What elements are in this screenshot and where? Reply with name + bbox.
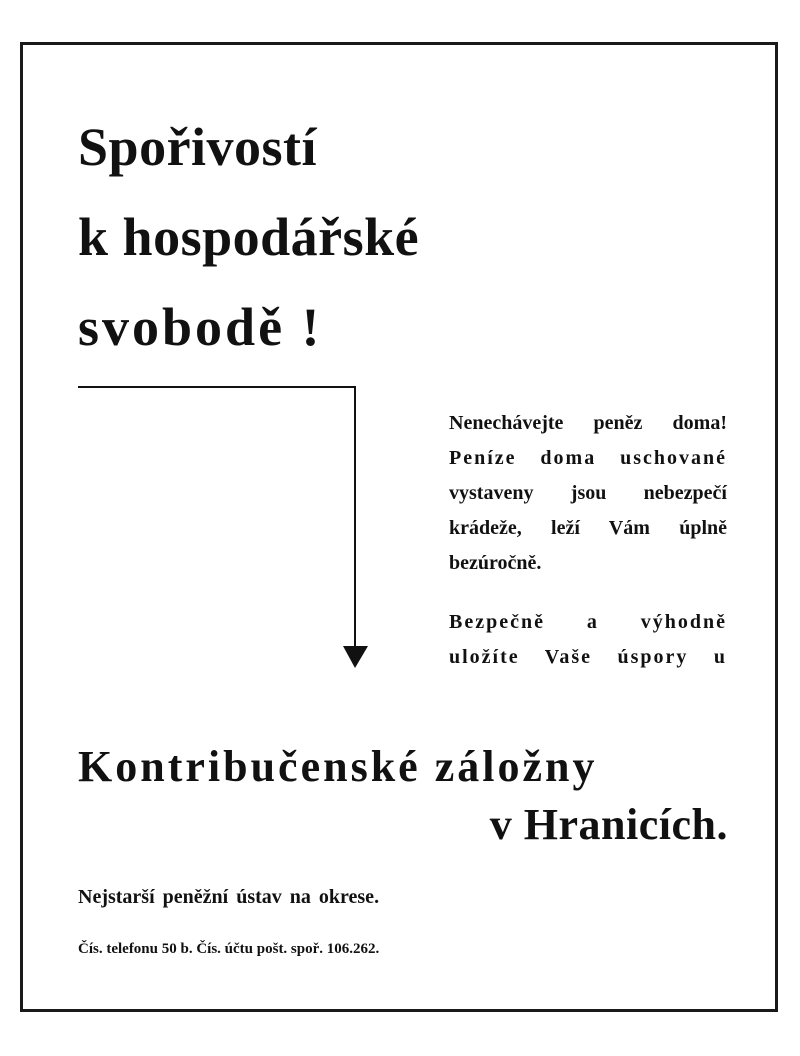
side-line: Peníze doma uschované [449, 447, 727, 469]
side-text [449, 406, 727, 675]
headline-line-3: svobodě ! [78, 297, 323, 357]
side-line: vystaveny jsou nebezpečí [449, 482, 727, 504]
side-line: Nenechávejte peněz doma! [449, 412, 727, 434]
side-paragraph-2 [449, 605, 727, 675]
side-line: uložíte Vaše úspory u [449, 646, 727, 668]
headline-line-2: k hospodářské [78, 207, 420, 267]
bank-name [78, 738, 728, 854]
headline [78, 102, 419, 372]
contact-info: Čís. telefonu 50 b. Čís. účtu pošt. spoř. 106.262. [78, 941, 380, 957]
side-line: bezúročně. [449, 552, 542, 574]
bank-name-line-2: v Hranicích. [489, 800, 728, 849]
side-line: krádeže, leží Vám úplně [449, 517, 727, 539]
headline-line-1: Spořivostí [78, 117, 318, 177]
side-paragraph-1 [449, 406, 727, 581]
bank-name-line-1: Kontribučenské záložny [78, 742, 598, 791]
side-line: Bezpečně a výhodně [449, 611, 727, 633]
tagline: Nejstarší peněžní ústav na okrese. [78, 886, 380, 908]
